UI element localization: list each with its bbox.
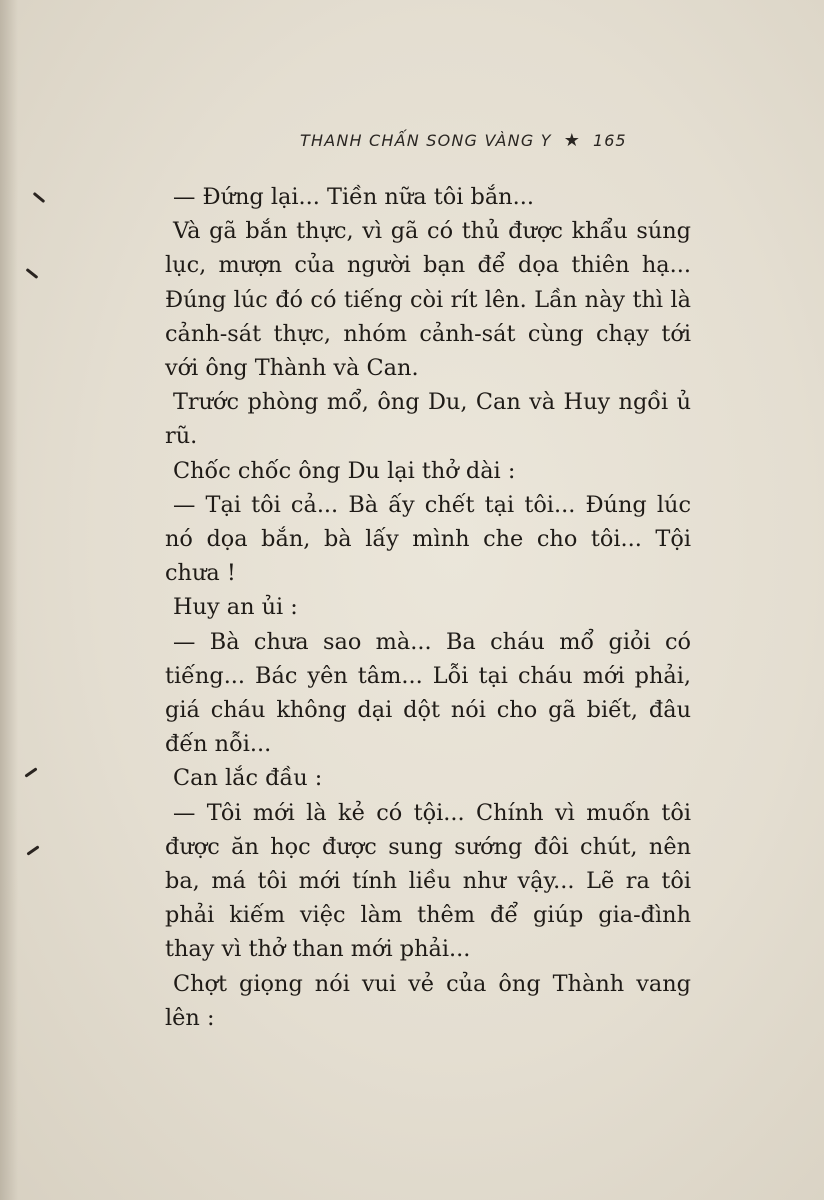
paragraph: Chốc chốc ông Du lại thở dài : xyxy=(173,457,516,484)
binding-mark xyxy=(26,845,39,855)
binding-mark xyxy=(26,268,39,279)
binding-mark xyxy=(24,767,37,777)
running-head-title: THANH CHẤN SONG VÀNG Y xyxy=(300,131,552,150)
paragraph: Chợt giọng nói vui vẻ của ông Thành vang lên : xyxy=(165,970,691,1031)
page-edge-shadow xyxy=(0,0,18,1200)
binding-mark xyxy=(33,192,46,203)
paragraph: Huy an ủi : xyxy=(173,594,298,621)
paragraph: — Bà chưa sao mà... Ba cháu mổ giỏi có tiếng... Bác yên tâm... Lỗi tại cháu mới phải, giá cháu không dại dột nói cho gã biết, đâu đến nỗi... xyxy=(165,628,691,758)
running-head xyxy=(300,130,700,151)
paragraph: — Tôi mới là kẻ có tội... Chính vì muốn tôi được ăn học được sung sướng đôi chút, nên ba, má tôi mới tính liều như vậy... Lẽ ra tôi phải kiếm việc làm thêm để giúp gia-đình thay vì thở than mới phải... xyxy=(165,799,691,963)
star-icon: ★ xyxy=(563,130,582,151)
paragraph: Can lắc đầu : xyxy=(173,765,323,792)
paragraph: Và gã bắn thực, vì gã có thủ được khẩu súng lục, mượn của người bạn để dọa thiên hạ... Đúng lúc đó có tiếng còi rít lên. Lần này thì là cảnh-sát thực, nhóm cảnh-sát cùng chạy tới với ông Thành và Can. xyxy=(165,218,691,382)
paragraph: Trước phòng mổ, ông Du, Can và Huy ngồi ủ rũ. xyxy=(165,389,691,450)
page-number: 165 xyxy=(593,131,627,150)
body-text xyxy=(165,180,691,1035)
paragraph: — Đứng lại... Tiền nữa tôi bắn... xyxy=(173,184,534,210)
paragraph: — Tại tôi cả... Bà ấy chết tại tôi... Đúng lúc nó dọa bắn, bà lấy mình che cho tôi... Tội chưa ! xyxy=(165,491,691,587)
